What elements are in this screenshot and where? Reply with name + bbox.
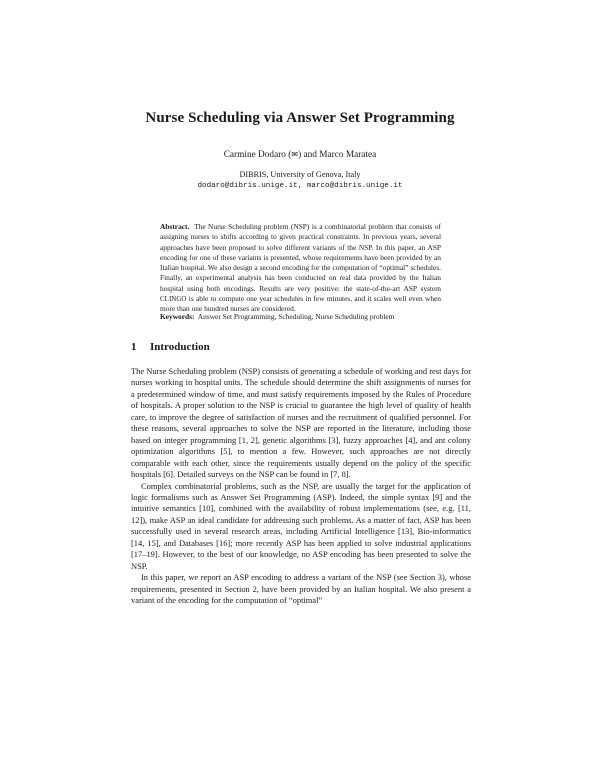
keywords-label: Keywords:: [160, 312, 195, 321]
authors-suffix: ) and Marco Maratea: [298, 150, 377, 160]
paragraph-3: In this paper, we report an ASP encoding to address a variant of the NSP (see Section 3), whose requirements, presented in Section 2, have been provided by an Italian hospital. We also present a variant of the encoding for the computation of “optimal”: [131, 572, 471, 606]
affiliation: DIBRIS, University of Genova, Italy: [239, 170, 361, 179]
abstract-text-2: is able to compute one year schedules in few minutes, and it scales well even when more than one hundred nurses are considered.: [160, 294, 441, 314]
authors-line: [0, 150, 600, 160]
abstract: [160, 222, 441, 315]
keywords: [160, 312, 450, 322]
keywords-list: Answer Set Programming, Scheduling, Nurse Scheduling problem: [197, 312, 395, 321]
abstract-text-1: The Nurse Scheduling problem (NSP) is a combinatorial problem that consists of assigning nurses to shifts according to given practical constraints. In previous years, several approaches have been proposed to solve different variants of the NSP. In this paper, an ASP encoding for one of these variants is presented, whose requirements have been provided by an Italian hospital. We also design a second encoding for the computation of “optimal” schedules. Finally, an experimental analysis has been conducted on real data provided by the Italian hospital using both encodings. Results are very positive: the state-of-the-art ASP system: [160, 222, 441, 293]
envelope-icon: ✉: [291, 150, 299, 159]
section-heading: [131, 341, 210, 353]
abstract-label: Abstract.: [160, 222, 190, 231]
section-body: [131, 366, 471, 607]
paper-title: Nurse Scheduling via Answer Set Programming: [145, 110, 455, 126]
paragraph-1: The Nurse Scheduling problem (NSP) consists of generating a schedule of working and rest days for nurses working in hospital units. The schedule should determine the shift assignments of nurses for a predetermined window of time, and must satisfy requirements imposed by the Rules of Procedure of hospitals. A proper solution to the NSP is crucial to guarantee the high level of quality of health care, to improve the degree of satisfaction of nurses and the recruitment of qualified personnel. For these reasons, several approaches to solve the NSP are reported in the literature, including those based on integer programming [1, 2], genetic algorithms [3], fuzzy approaches [4], and ant colony optimization algorithms [5], to mention a few. However, such approaches are not directly comparable with each other, since the requirements usually depend on the policy of the specific hospitals [6]. Detailed surveys on the NSP can be found in [7, 8].: [131, 366, 471, 480]
section-title: Introduction: [150, 341, 210, 353]
author-emails: dodaro@dibris.unige.it, marco@dibris.unige.it: [197, 182, 403, 190]
section-number: 1: [131, 341, 137, 353]
paragraph-2: Complex combinatorial problems, such as the NSP, are usually the target for the application of logic formalisms such as Answer Set Programming (ASP). Indeed, the simple syntax [9] and the intuitive semantics [10], combined with the availability of robust implementations (see, e.g. [11, 12]), make ASP an ideal candidate for addressing such problems. As a matter of fact, ASP has been successfully used in several research areas, including Artificial Intelligence [13], Bio-informatics [14, 15], and Databases [16]; more recently ASP has been applied to solve industrial applications [17–19]. However, to the best of our knowledge, no ASP encoding has been presented to solve the NSP.: [131, 480, 471, 571]
authors-prefix: Carmine Dodaro (: [223, 150, 292, 160]
abstract-system-name: CLINGO: [160, 295, 187, 304]
